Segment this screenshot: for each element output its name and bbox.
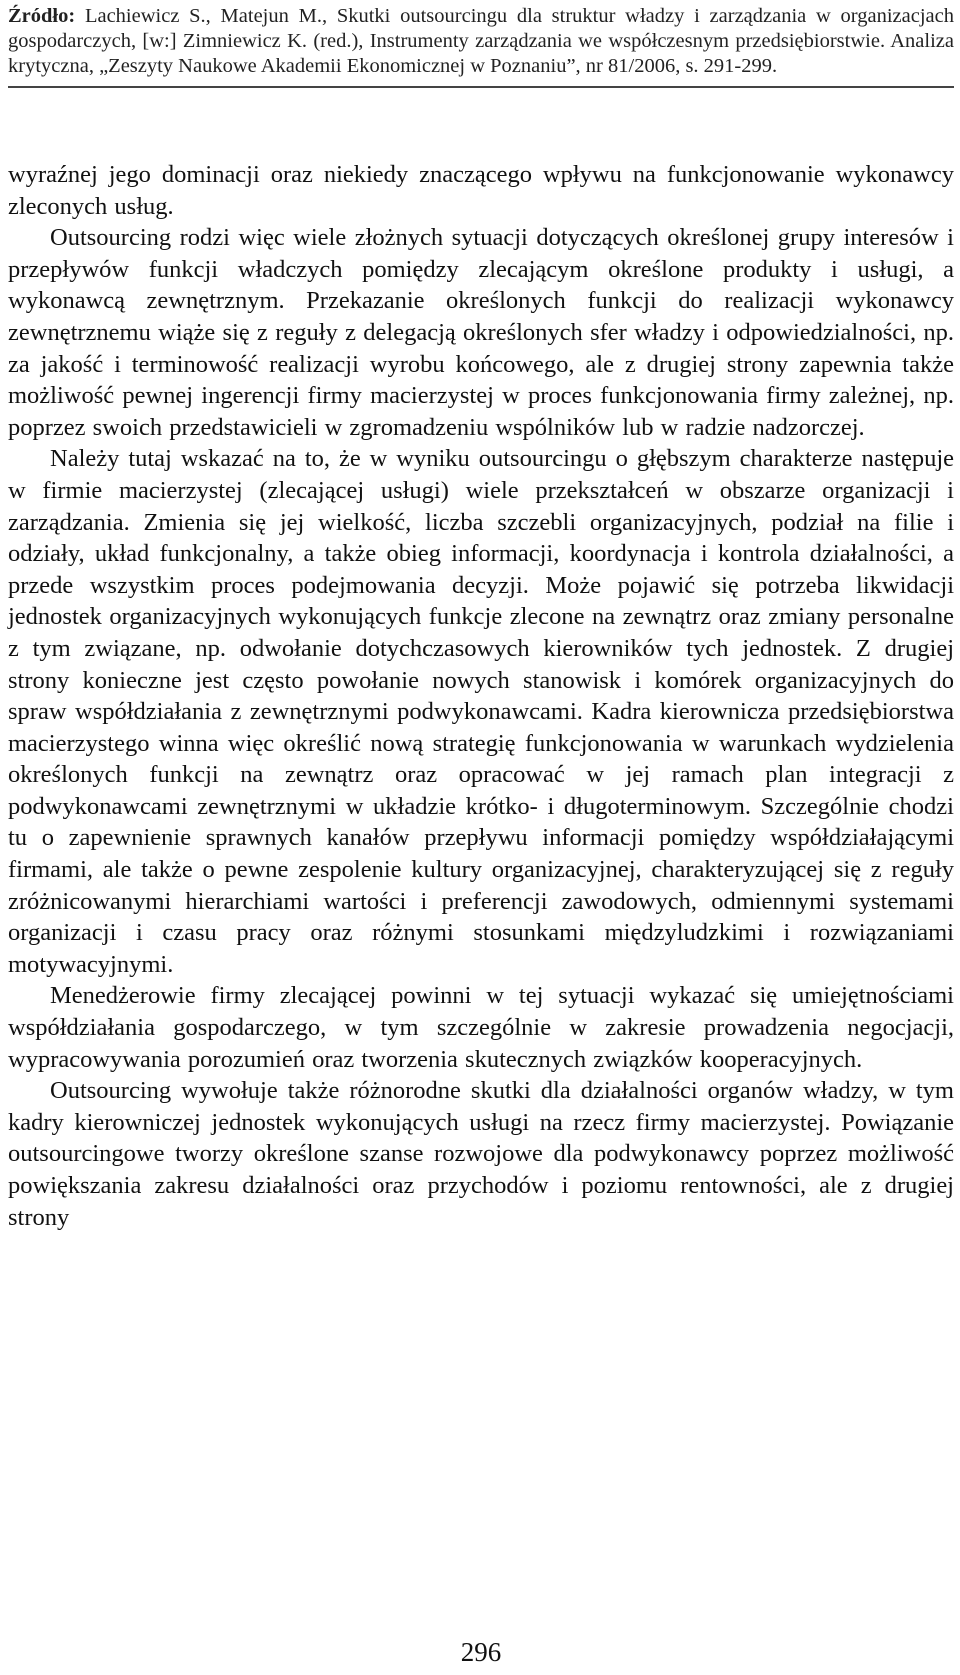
source-citation (8, 0, 954, 79)
paragraph: Menedżerowie firmy zlecającej powinni w tej sytuacji wykazać się umiejętnościami współdziałania gospodarczego, w tym szczególnie w zakresie prowadzenia negocjacji, wypracowywania porozumień oraz tworzenia skutecznych związków kooperacyjnych. (8, 982, 954, 1073)
paragraph: Należy tutaj wskazać na to, że w wyniku outsourcingu o głębszym charakterze następuje w firmie macierzystej (zlecającej usługi) wiele przekształceń w obszarze organizacji i zarządzania. Zmienia się jej wielkość, liczba szczebli organizacyjnych, podział na filie i odziały, układ funkcjonalny, a także obieg informacji, koordynacja i kontrola działalności, a przede wszystkim proces podejmowania decyzji. Może pojawić się potrzeba likwidacji jednostek organizacyjnych wykonujących funkcje zlecone na zewnątrz oraz zmiany personalne z tym związane, np. odwołanie dotychczasowych kierowników tych jednostek. Z drugiej strony konieczne jest często powołanie nowych stanowisk i komórek organizacyjnych do spraw współdziałania z zewnętrznymi podwykonawcami. Kadra kierownicza przedsiębiorstwa macierzystego winna więc określić nową strategię funkcjonowania w warunkach wydzielenia określonych funkcji na zewnątrz oraz opracować w jej ramach plan integracji z podwykonawcami zewnętrznymi w układzie krótko- i długoterminowym. Szczególnie chodzi tu o zapewnienie sprawnych kanałów przepływu informacji pomiędzy współdziałającymi firmami, ale także o pewne zespolenie kultury organizacyjnej, charakteryzującej się z reguły zróżnicowanymi hierarchiami wartości i preferencji zawodowych, odmiennymi systemami organizacji i czasu pracy oraz różnymi stosunkami międzyludzkimi i rozwiązaniami motywacyjnymi. (8, 445, 954, 978)
paragraph: Outsourcing rodzi więc wiele złożnych sytuacji dotyczących określonej grupy interesów i przepływów funkcji władczych pomiędzy zlecającym określone produkty i usługi, a wykonawcą zewnętrznym. Przekazanie określonych funkcji do realizacji wykonawcy zewnętrznemu wiąże się z reguły z delegacją określonych sfer władzy i odpowiedzialności, np. za jakość i terminowość realizacji wyrobu końcowego, ale z drugiej strony zapewnia także możliwość pewnej ingerencji firmy macierzystej w proces funkcjonowania firmy zależnej, np. poprzez swoich przedstawicieli w zgromadzeniu wspólników lub w radzie nadzorczej. (8, 224, 954, 441)
source-header (8, 0, 954, 88)
paragraph-continuation: wyraźnej jego dominacji oraz niekiedy znaczącego wpływu na funkcjonowanie wykonawcy zleconych usług. (8, 161, 954, 220)
body-text (8, 159, 954, 1233)
page-number: 296 (460, 1637, 502, 1667)
document-page (8, 0, 954, 1675)
source-label: Źródło: (8, 5, 76, 27)
paragraph: Outsourcing wywołuje także różnorodne skutki dla działalności organów władzy, w tym kadry kierowniczej jednostek wykonujących usługi na rzecz firmy macierzystej. Powiązanie outsourcingowe tworzy określone szanse rozwojowe dla podwykonawcy poprzez możliwość powiększania zakresu działalności oraz przychodów i poziomu rentowności, ale z drugiej strony (8, 1077, 954, 1231)
header-divider (8, 86, 954, 88)
source-text: Lachiewicz S., Matejun M., Skutki outsourcingu dla struktur władzy i zarządzania w organizacjach gospodarczych, [w:] Zimniewicz K. (red.), Instrumenty zarządzania we współczesnym przedsiębiorstwie. Analiza krytyczna, „Zeszyty Naukowe Akademii Ekonomicznej w Poznaniu”, nr 81/2006, s. 291-299. (8, 5, 955, 77)
